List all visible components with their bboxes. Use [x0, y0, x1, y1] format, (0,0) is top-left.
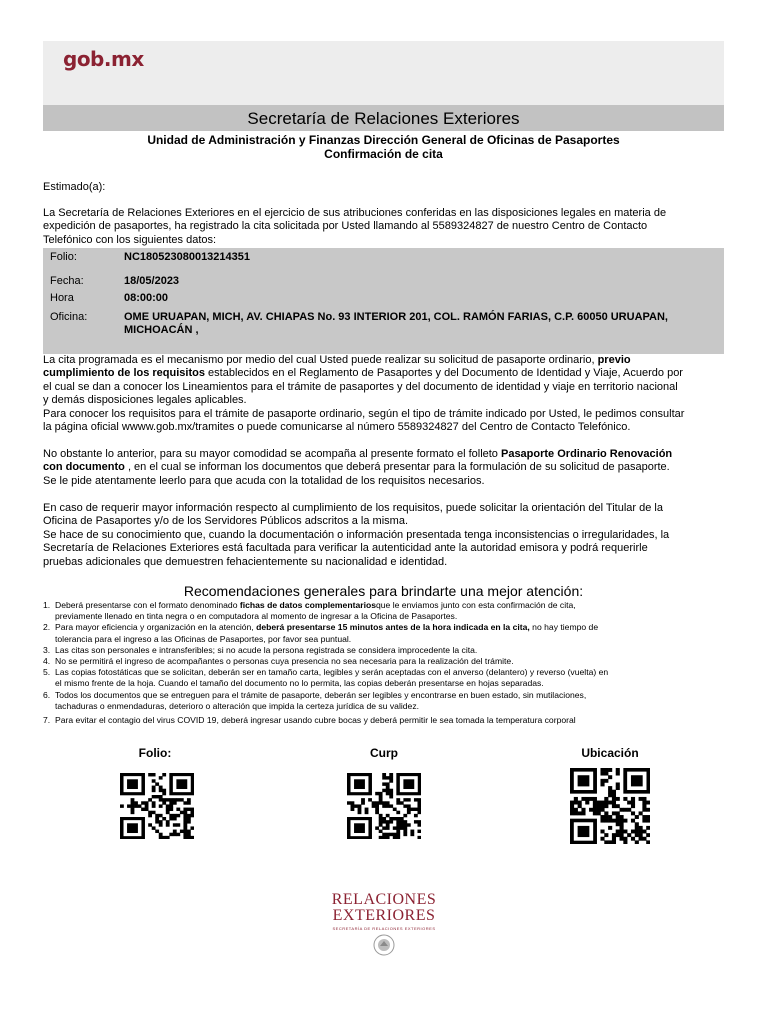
- greeting: Estimado(a):: [43, 181, 106, 193]
- folio-label: Folio:: [50, 251, 77, 263]
- list-item: 6. Todos los documentos que se entreguen para el trámite de pasaporte, deberán ser legibles y encontrarse en buen estado, sin mutilaciones, tachaduras o enmendaduras, deterioro o alteración que impida la certeza jurídica de su validez.: [43, 689, 587, 711]
- fecha-value: 18/05/2023: [124, 275, 180, 287]
- qr-curp-label: Curp: [370, 746, 398, 760]
- qr-ubicacion-label: Ubicación: [581, 746, 639, 760]
- list-item: 1. Deberá presentarse con el formato denominado fichas de datos complementariosque le enviamos junto con esta confirmación de cita, previamente llenado en tinta negra o en computadora al momento de ingresar a la Oficina de Pasaportes.: [43, 600, 576, 622]
- list-item: 3. Las citas son personales e intransferibles; si no acude la persona registrada se considera improcedente la cita.: [43, 644, 478, 655]
- recommendations-title: Recomendaciones generales para brindarte una mejor atención:: [183, 583, 584, 599]
- page-title: Secretaría de Relaciones Exteriores: [43, 105, 724, 131]
- unit-subtitle: Unidad de Administración y Finanzas Dirección General de Oficinas de Pasaportes: [147, 133, 620, 147]
- document-subtitle: Confirmación de cita: [324, 147, 443, 161]
- oficina-label: Oficina:: [50, 311, 88, 323]
- hora-label: Hora: [50, 292, 74, 304]
- fecha-label: Fecha:: [50, 275, 84, 287]
- curp-qr-code-icon: [347, 773, 421, 839]
- folio-value: NC180523080013214351: [124, 251, 251, 263]
- qr-folio-label: Folio:: [138, 746, 172, 760]
- relaciones-exteriores-logo: RELACIONES EXTERIORES SECRETARÍA DE RELACIONES EXTERIORES: [300, 892, 468, 961]
- list-item: 2. Para mayor eficiencia y organización en la atención, deberá presentarse 15 minutos antes de la hora indicada en la cita, no hay tiempo de tolerancia para el ingreso a las Oficinas de Pasaportes, por favor sea puntual.: [43, 622, 599, 644]
- brochure-paragraph: No obstante lo anterior, para su mayor comodidad se acompaña al presente formato el folleto Pasaporte Ordinario Renovación con documento , en el cual se informan los documentos que deberá presentar para la formulación de su solicitud de pasaporte. Se le pide atentamente leerlo para que acuda con la totalidad de los requisitos necesarios.: [43, 448, 673, 487]
- list-item: 7. Para evitar el contagio del virus COVID 19, deberá ingresar usando cubre bocas y deberá permitir le sea tomada la temperatura corporal: [43, 715, 576, 726]
- oficina-value: OME URUAPAN, MICH, AV. CHIAPAS No. 93 INTERIOR 201, COL. RAMÓN FARIAS, C.P. 60050 URUAPAN, MICHOACÁN ,: [124, 311, 668, 337]
- appointment-data-box: [43, 248, 724, 354]
- intro-paragraph: La Secretaría de Relaciones Exteriores en el ejercicio de sus atribuciones conferidas en las disposiciones legales en materia de expedición de pasaportes, ha registrado la cita solicitada por Usted llamando al 5589324827 de nuestro Centro de Contacto Telefónico con los siguientes datos:: [43, 207, 667, 246]
- information-paragraph: En caso de requerir mayor información respecto al cumplimiento de los requisitos, puede solicitar la orientación del Titular de la Oficina de Pasaportes y/o de los Servidores Públicos adscritos a la misma. Se hace de su conocimiento que, cuando la documentación o información presentada tenga inconsistencias o irregularidades, la Secretaría de Relaciones Exteriores está facultada para verificar la autenticidad ante la autoridad emisora y podrá requerirle pruebas adicionales que demuestren fehacientemente su nacionalidad e identidad.: [43, 502, 670, 568]
- recommendations-list: [43, 600, 703, 726]
- hora-value: 08:00:00: [124, 292, 169, 304]
- requirements-paragraph: La cita programada es el mecanismo por medio del cual Usted puede realizar su solicitud de pasaporte ordinario, previo cumplimiento de los requisitos establecidos en el Reglamento de Pasaportes y del Documento de Identidad y Viaje, Acuerdo por el cual se dan a conocer los Lineamientos para el trámite de pasaportes y del documento de identidad y viaje en territorio nacional y demás disposiciones legales aplicables. Para conocer los requisitos para el trámite de pasaporte ordinario, según el tipo de trámite indicado por Usted, le pedimos consultar la página oficial wwww.gob.mx/tramites o puede comunicarse al número 5589324827 del Centro de Contacto Telefónico.: [43, 354, 685, 434]
- location-qr-code-icon: [570, 768, 650, 844]
- national-seal-icon: [373, 934, 395, 956]
- folio-qr-code-icon: [120, 773, 194, 839]
- list-item: 4. No se permitirá el ingreso de acompañantes o personas cuya presencia no sea necesaria para la realización del trámite.: [43, 656, 514, 667]
- list-item: 5. Las copias fotostáticas que se solicitan, deberán ser en tamaño carta, legibles y serán aceptadas con el anverso (delantero) y reverso (vuelta) en el mismo frente de la hoja. Cuando el tamaño del documento no lo permita, las copias deberán presentarse en hojas separadas.: [43, 667, 609, 689]
- gob-mx-logo[interactable]: gob.mx: [63, 47, 144, 71]
- header-banner: [43, 41, 724, 105]
